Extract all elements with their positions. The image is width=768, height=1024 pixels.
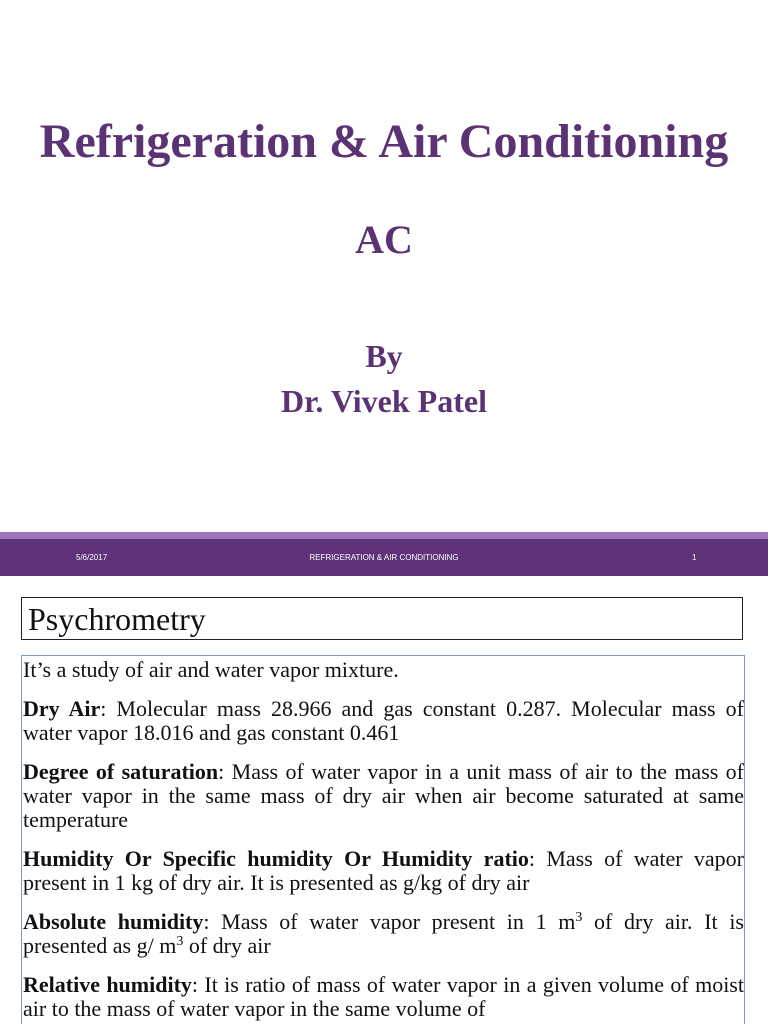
superscript-a: 3 — [575, 910, 583, 925]
footer-accent-stripe — [0, 532, 768, 539]
relative-humidity-term: Relative humidity — [23, 972, 192, 997]
dry-air-paragraph — [23, 697, 744, 745]
slide-title: Refrigeration & Air Conditioning — [39, 115, 729, 168]
content-box — [21, 655, 745, 1024]
footer-title: REFRIGERATION & AIR CONDITIONING — [309, 553, 459, 562]
intro-paragraph: It’s a study of air and water vapor mixture. — [23, 657, 399, 682]
humidity-paragraph — [23, 847, 744, 895]
footer-date: 5/6/2017 — [76, 553, 108, 562]
heading-box — [21, 597, 743, 640]
psychrometry-slide — [0, 576, 768, 1024]
absolute-humidity-text-a: : Mass of water vapor present in 1 m — [203, 909, 576, 934]
slide-footer — [0, 539, 768, 576]
slide-heading: Psychrometry — [28, 601, 206, 637]
degree-of-saturation-term: Degree of saturation — [23, 759, 219, 784]
by-label: By — [365, 338, 403, 374]
author-name: Dr. Vivek Patel — [281, 383, 487, 419]
humidity-text: : Mass of water vapor present in 1 kg of dry air. It is presented as g/kg of dry air — [23, 846, 744, 895]
relative-humidity-paragraph — [23, 973, 744, 1021]
dry-air-text: : Molecular mass 28.966 and gas constant 0.287. Molecular mass of water vapor 18.016 and gas constant 0.461 — [23, 696, 744, 745]
degree-of-saturation-paragraph — [23, 760, 744, 832]
relative-humidity-text: : It is ratio of mass of water vapor in a given volume of moist air to the mass of water vapor in the same volume of — [23, 972, 744, 1021]
superscript-b: 3 — [176, 934, 184, 949]
dry-air-term: Dry Air — [23, 696, 101, 721]
absolute-humidity-term: Absolute humidity — [23, 909, 204, 934]
absolute-humidity-paragraph — [23, 910, 744, 958]
absolute-humidity-text-b: of dry air. It is presented as g/ m — [23, 909, 744, 958]
humidity-term: Humidity Or Specific humidity Or Humidity ratio — [23, 846, 529, 871]
degree-of-saturation-text: : Mass of water vapor in a unit mass of air to the mass of water vapor in the same mass of dry air when air become saturated at same temperature — [23, 759, 745, 832]
absolute-humidity-text-c: of dry air — [183, 933, 271, 958]
slide-subtitle: AC — [355, 217, 413, 262]
footer-page-number: 1 — [692, 553, 697, 562]
